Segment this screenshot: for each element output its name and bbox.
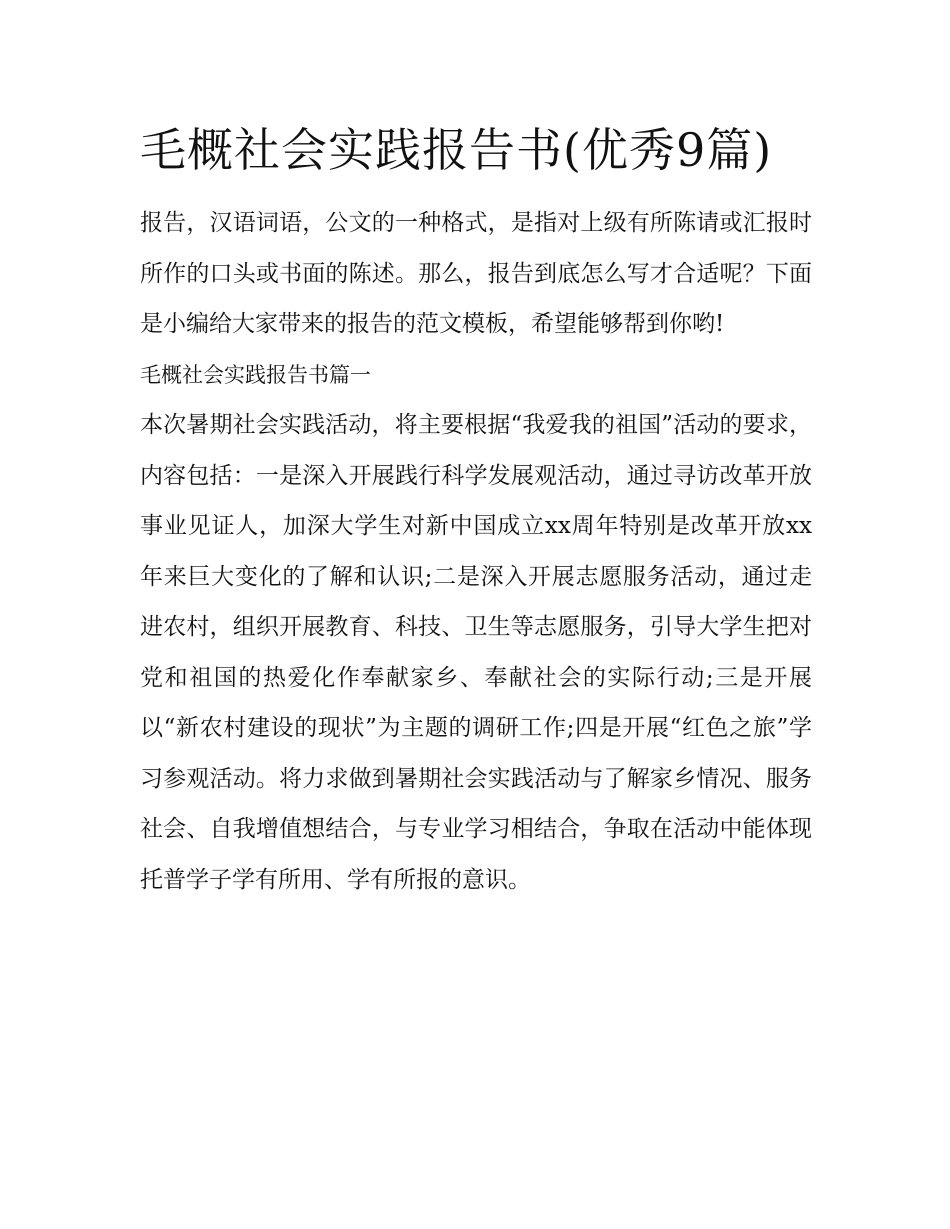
document-title: 毛概社会实践报告书(优秀9篇)	[140, 123, 773, 177]
intro-paragraph: 报告，汉语词语，公文的一种格式，是指对上级有所陈请或汇报时所作的口头或书面的陈述。那么，报告到底怎么写才合适呢？下面是小编给大家带来的报告的范文模板，希望能够帮到你哟!	[140, 210, 812, 337]
document-content	[140, 112, 812, 905]
body-paragraph: 本次暑期社会实践活动，将主要根据“我爱我的祖国”活动的要求，内容包括：一是深入开展践行科学发展观活动，通过寻访改革开放事业见证人，加深大学生对新中国成立xx周年特别是改革开放xx年来巨大变化的了解和认识;二是深入开展志愿服务活动，通过走进农村，组织开展教育、科技、卫生等志愿服务，引导大学生把对党和祖国的热爱化作奉献家乡、奉献社会的实际行动;三是开展以“新农村建设的现状”为主题的调研工作;四是开展“红色之旅”学习参观活动。将力求做到暑期社会实践活动与了解家乡情况、服务社会、自我增值想结合，与专业学习相结合，争取在活动中能体现托普学子学有所用、学有所报的意识。	[140, 412, 812, 893]
section-heading: 毛概社会实践报告书篇一	[140, 362, 371, 387]
